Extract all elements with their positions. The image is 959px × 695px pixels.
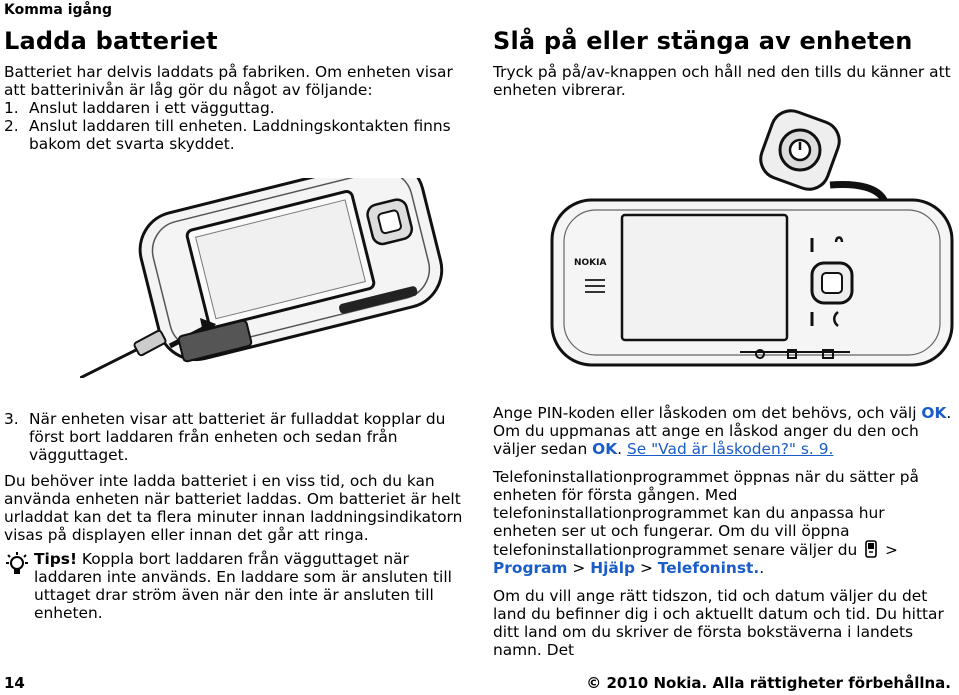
see-lock-code-link[interactable]: Se "Vad är låskoden?" s. 9.	[626, 440, 834, 458]
phone-power-illustration	[540, 100, 959, 370]
step-3: 3. När enheten visar att batteriet är fulladdat kopplar du först bort laddaren från enheten och sedan från vägguttaget.	[4, 410, 446, 464]
pin-instruction: Ange PIN-koden eller låskoden om det behövs, och välj OK. Om du uppmanas att ange en låskod anger du den och väljer sedan OK. Se "Vad är låskoden?" s. 9.	[493, 404, 952, 458]
charge-intro-text: Batteriet har delvis laddats på fabriken. Om enheten visar att batterinivån är låg gör du något av följande:	[4, 63, 453, 99]
menu-phone-settings[interactable]: Telefoninst.	[657, 559, 760, 577]
tip-block	[4, 550, 474, 622]
menu-key-icon	[862, 540, 880, 558]
menu-program[interactable]: Program	[493, 559, 568, 577]
copyright: © 2010 Nokia. Alla rättigheter förbehållna.	[586, 674, 951, 692]
charge-steps	[4, 99, 474, 153]
title-charge-battery: Ladda batteriet	[4, 27, 218, 55]
phone-charging-illustration	[80, 178, 470, 378]
charge-continued	[4, 410, 474, 622]
page-number: 14	[4, 674, 25, 692]
tip-text: Tips! Koppla bort laddaren från vägguttaget när laddaren inte används. En laddare som är ansluten till uttaget drar ström även när den inte är ansluten till enheten.	[34, 550, 452, 622]
power-intro: Tryck på på/av-knappen och håll ned den tills du känner att enheten vibrerar.	[493, 63, 951, 99]
menu-help[interactable]: Hjälp	[590, 559, 636, 577]
ok-softkey: OK	[921, 404, 947, 422]
step-2: 2. Anslut laddaren till enheten. Laddningskontakten finns bakom det svarta skyddet.	[4, 117, 451, 153]
charge-intro	[4, 63, 474, 153]
device-brand-right: NOKIA	[574, 258, 607, 268]
section-label: Komma igång	[4, 2, 112, 18]
install-instruction: Telefoninstallationprogrammet öppnas när du sätter på enheten för första gången. Med telefoninstallationprogrammet kan du anpassa hur enheten ser ut och fungerar. Om du vill öppna telefoninstallationprogrammet senare väljer du > Program > Hjälp > Telefoninst..	[493, 468, 919, 577]
step-1: 1. Anslut laddaren i ett vägguttag.	[4, 99, 275, 117]
timezone-instruction: Om du vill ange rätt tidszon, tid och datum väljer du det land du befinner dig i och aktuellt datum och tid. Du hittar ditt land om du skriver de första bokstäverna i landets namn. Det	[493, 587, 944, 659]
charge-steps-cont	[4, 410, 474, 464]
title-power-on-off: Slå på eller stänga av enheten	[493, 27, 913, 55]
ok-softkey-2: OK	[592, 440, 618, 458]
tip-lightbulb-icon	[4, 550, 34, 622]
power-continued	[493, 404, 953, 659]
charge-note: Du behöver inte ladda batteriet i en viss tid, och du kan använda enheten när batteriet laddas. Om batteriet är helt urladdat kan det ta flera minuter innan laddningsindikatorn visas på displayen eller innan det går att ringa.	[4, 472, 463, 544]
